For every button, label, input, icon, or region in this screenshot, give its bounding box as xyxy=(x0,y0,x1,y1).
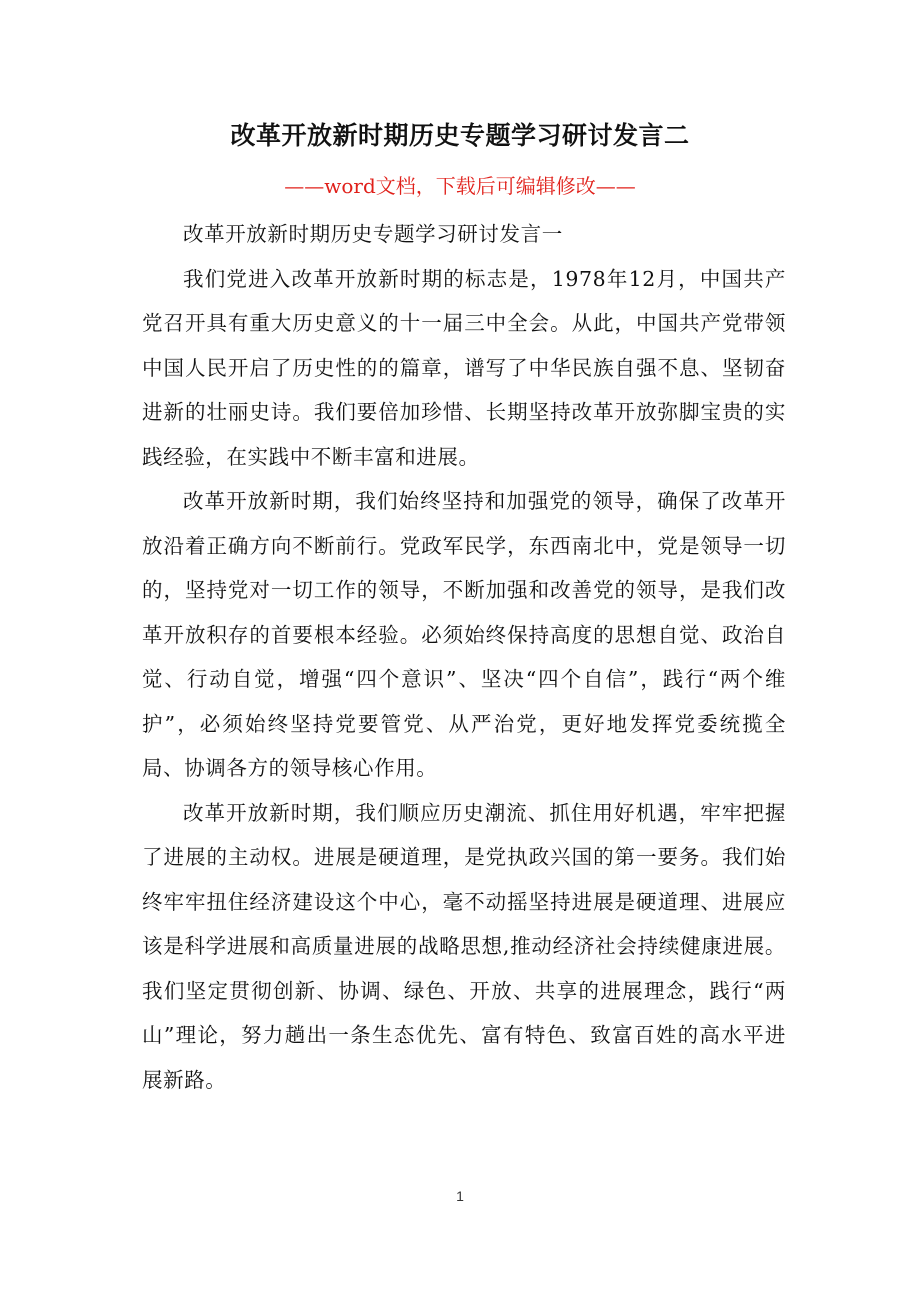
page-number: 1 xyxy=(456,1188,464,1204)
paragraph: 改革开放新时期，我们始终坚持和加强党的领导，确保了改革开放沿着正确方向不断前行。党政军民学，东西南北中，党是领导一切的，坚持党对一切工作的领导，不断加强和改善党的领导，是我们改革开放积存的首要根本经验。必须始终保持高度的思想自觉、政治自觉、行动自觉，增强“四个意识”、坚决“四个自信”，践行“两个维护”，必须始终坚持党要管党、从严治党，更好地发挥党委统揽全局、协调各方的领导核心作用。 xyxy=(142,489,786,780)
paragraph-heading: 改革开放新时期历史专题学习研讨发言一 xyxy=(183,222,563,246)
document-subtitle: ——word文档，下载后可编辑修改—— xyxy=(284,174,636,198)
paragraph: 改革开放新时期，我们顺应历史潮流、抓住用好机遇，牢牢把握了进展的主动权。进展是硬道理，是党执政兴国的第一要务。我们始终牢牢扭住经济建设这个中心，毫不动摇坚持进展是硬道理、进展应该是科学进展和高质量进展的战略思想,推动经济社会持续健康进展。我们坚定贯彻创新、协调、绿色、开放、共享的进展理念，践行“两山”理论，努力趟出一条生态优先、富有特色、致富百姓的高水平进展新路。 xyxy=(142,800,786,1092)
paragraph: 我们党进入改革开放新时期的标志是，1978年12月，中国共产党召开具有重大历史意义的十一届三中全会。从此，中国共产党带领中国人民开启了历史性的的篇章，谱写了中华民族自强不息、坚韧奋进新的壮丽史诗。我们要倍加珍惜、长期坚持改革开放弥脚宝贵的实践经验，在实践中不断丰富和进展。 xyxy=(142,266,786,469)
document-title: 改革开放新时期历史专题学习研讨发言二 xyxy=(230,121,690,150)
document-body xyxy=(142,212,786,1102)
